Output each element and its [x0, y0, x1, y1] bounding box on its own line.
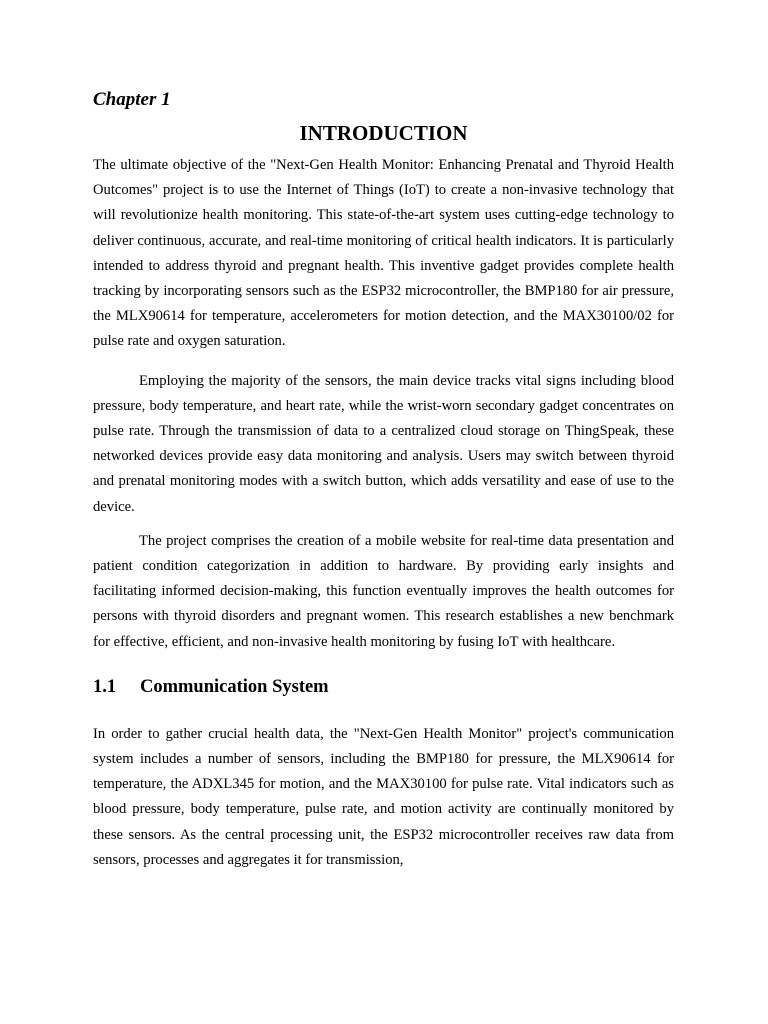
intro-paragraph-1: The ultimate objective of the "Next-Gen Health Monitor: Enhancing Prenatal and Thyroid Health Outcomes" project is to use the Internet of Things (IoT) to create a non-invasive technology that will revolutionize health monitoring. This state-of-the-art system uses cutting-edge technology to deliver continuous, accurate, and real-time monitoring of critical health indicators. It is particularly intended to address thyroid and pregnant health. This inventive gadget provides complete health tracking by incorporating sensors such as the ESP32 microcontroller, the BMP180 for air pressure, the MLX90614 for temperature, accelerometers for motion detection, and the MAX30100/02 for pulse rate and oxygen saturation. — [93, 157, 674, 350]
chapter-label: Chapter 1 — [93, 89, 171, 110]
document-page — [93, 88, 674, 873]
section-title: Communication System — [140, 676, 329, 697]
section-number: 1.1 — [93, 676, 117, 697]
chapter-title: INTRODUCTION — [299, 121, 468, 145]
section-paragraph: In order to gather crucial health data, the "Next-Gen Health Monitor" project's communication system includes a number of sensors, including the BMP180 for pressure, the MLX90614 for temperature, the ADXL345 for motion, and the MAX30100 for pulse rate. Vital indicators such as blood pressure, body temperature, pulse rate, and motion activity are continually monitored by these sensors. As the central processing unit, the ESP32 microcontroller receives raw data from sensors, processes and aggregates it for transmission, — [93, 725, 674, 868]
intro-paragraph-2: Employing the majority of the sensors, the main device tracks vital signs including blood pressure, body temperature, and heart rate, while the wrist-worn secondary gadget concentrates on pulse rate. Through the transmission of data to a centralized cloud storage on ThingSpeak, these networked devices provide easy data monitoring and analysis. Users may switch between thyroid and prenatal monitoring modes with a switch button, which adds versatility and ease of use to the device. — [93, 372, 674, 515]
section-heading — [93, 675, 674, 699]
intro-paragraph-3: The project comprises the creation of a mobile website for real-time data presentation and patient condition categorization in addition to hardware. By providing early insights and facilitating informed decision-making, this function eventually improves the health outcomes for persons with thyroid disorders and pregnant women. This research establishes a new benchmark for effective, efficient, and non-invasive health monitoring by fusing IoT with healthcare. — [93, 532, 674, 650]
